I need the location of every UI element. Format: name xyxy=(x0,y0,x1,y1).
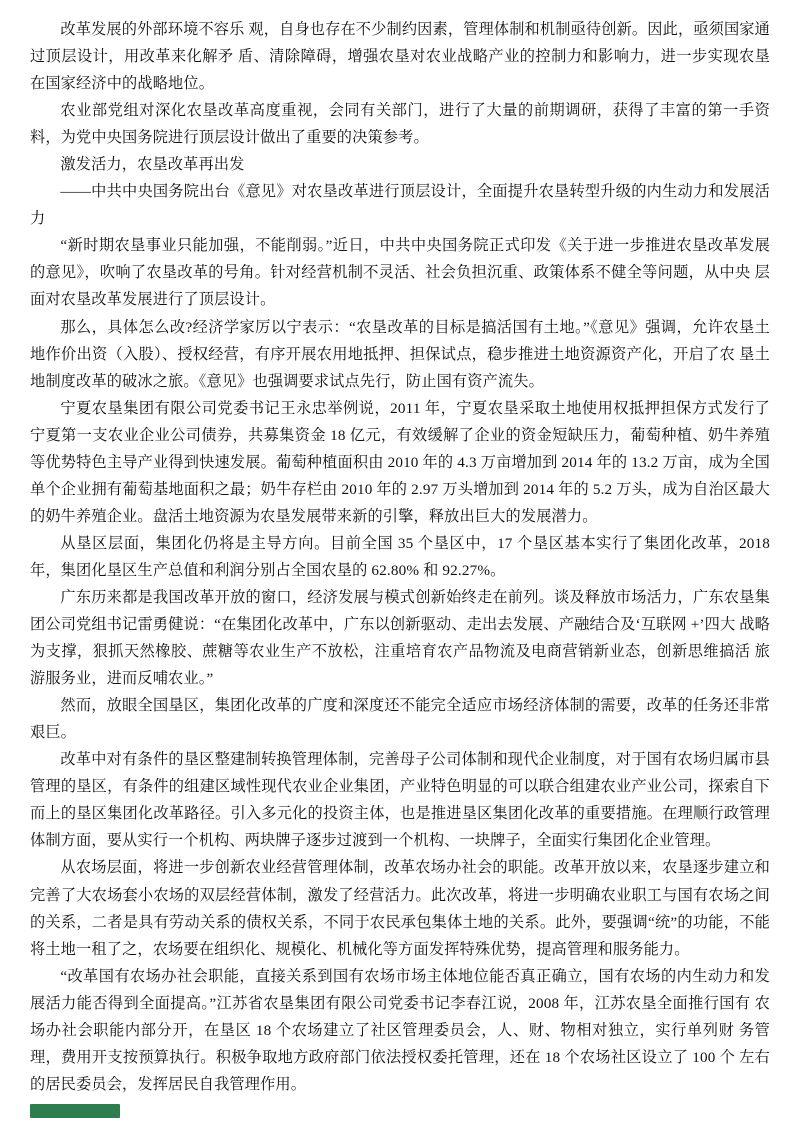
document-body xyxy=(30,16,770,1098)
paragraph: “改革国有农场办社会职能，直接关系到国有农场市场主体地位能否真正确立，国有农场的内生动力和发 展活力能否得到全面提高。”江苏省农垦集团有限公司党委书记李春江说，2008 年，江苏农垦全面推行国有 农场办社会职能内部分开，在垦区 18 个农场建立了社区管理委员会，人、财、物相对独立，实行单列财 务管理，费用开支按预算执行。积极争取地方政府部门依法授权委托管理，还在 18 个农场社区设立了 100 个 左右的居民委员会，发挥居民自我管理作用。 xyxy=(30,967,770,1093)
paragraph: 那么，具体怎么改?经济学家厉以宁表示：“农垦改革的目标是搞活国有土地。”《意见》强调，允许农垦土地作价出资（入股）、授权经营，有序开展农用地抵押、担保试点，稳步推进土地资源资产化，开启了农 垦土地制度改革的破冰之旅。《意见》也强调要求试点先行，防止国有资产流失。 xyxy=(30,318,770,390)
section-heading: 激发活力，农垦改革再出发 xyxy=(60,156,245,174)
footer-spacer xyxy=(30,1098,770,1124)
paragraph: 农业部党组对深化农垦改革高度重视，会同有关部门，进行了大量的前期调研，获得了丰富的第一手资料，为党中央国务院进行顶层设计做出了重要的决策参考。 xyxy=(30,102,770,147)
subheading: ——中共中央国务院出台《意见》对农垦改革进行顶层设计，全面提升农垦转型升级的内生动力和发展活 力 xyxy=(30,183,770,228)
paragraph: 广东历来都是我国改革开放的窗口，经济发展与模式创新始终走在前列。谈及释放市场活力，广东农垦集 团公司党组书记雷勇健说：“在集团化改革中，广东以创新驱动、走出去发展、产融结合及‘互联网 +’四大 战略为支撑，狠抓天然橡胶、蔗糖等农业生产不放松，注重培育农产品物流及电商营销新业态，创新思维搞活 旅游服务业，进而反哺农业。” xyxy=(30,588,770,688)
paragraph: “新时期农垦事业只能加强，不能削弱。”近日，中共中央国务院正式印发《关于进一步推进农垦改革发展 的意见》，吹响了农垦改革的号角。针对经营机制不灵活、社会负担沉重、政策体系不健全等问题，从中央 层面对农垦改革发展进行了顶层设计。 xyxy=(30,237,770,309)
paragraph: 从农场层面，将进一步创新农业经营管理体制，改革农场办社会的职能。改革开放以来，农垦逐步建立和 完善了大农场套小农场的双层经营体制，激发了经营活力。此次改革，将进一步明确农业职工与国有农场之间 的关系，二者是具有劳动关系的债权关系，不同于农民承包集体土地的关系。此外，要强调“统”的功能，不能将土地一租了之，农场要在组织化、规模化、机械化等方面发挥特殊优势，提高管理和服务能力。 xyxy=(30,859,770,958)
footer-accent-bar xyxy=(30,1104,120,1118)
paragraph: 然而，放眼全国垦区，集团化改革的广度和深度还不能完全适应市场经济体制的需要，改革的任务还非常 艰巨。 xyxy=(30,697,770,742)
paragraph: 从垦区层面，集团化仍将是主导方向。目前全国 35 个垦区中，17 个垦区基本实行了集团化改革，2018年，集团化垦区生产总值和利润分别占全国农垦的 62.80% 和 92.27%。 xyxy=(30,534,770,579)
paragraph: 宁夏农垦集团有限公司党委书记王永忠举例说，2011 年，宁夏农垦采取土地使用权抵押担保方式发行了 宁夏第一支农业企业公司债券，共募集资金 18 亿元，有效缓解了企业的资金短缺压力，葡萄种植、奶牛养殖 等优势特色主导产业得到快速发展。葡萄种植面积由 2010 年的 4.3 万亩增加到 2014 年的 13.2 万亩，成为全国 单个企业拥有葡萄基地面积之最；奶牛存栏由 2010 年的 2.97 万头增加到 2014 年的 5.2 万头，成为自治区最大 的奶牛养殖企业。盘活土地资源为农垦发展带来新的引擎，释放出巨大的发展潜力。 xyxy=(30,399,770,525)
paragraph: 改革发展的外部环境不容乐 观，自身也存在不少制约因素，管理体制和机制亟待创新。因此，亟须国家通过顶层设计，用改革来化解矛 盾、清除障碍，增强农垦对农业战略产业的控制力和影响力，进一步实现农垦在国家经济中的战略地位。 xyxy=(30,21,770,93)
paragraph: 改革中对有条件的垦区整建制转换管理体制，完善母子公司体制和现代企业制度，对于国有农场归属市县 管理的垦区，有条件的组建区域性现代农业企业集团，产业特色明显的可以联合组建农业产业公司，探索自下 而上的垦区集团化改革路径。引入多元化的投资主体，也是推进垦区集团化改革的重要措施。在理顺行政管理 体制方面，要从实行一个机构、两块牌子逐步过渡到一个机构、一块牌子，全面实行集团化企业管理。 xyxy=(30,751,770,850)
